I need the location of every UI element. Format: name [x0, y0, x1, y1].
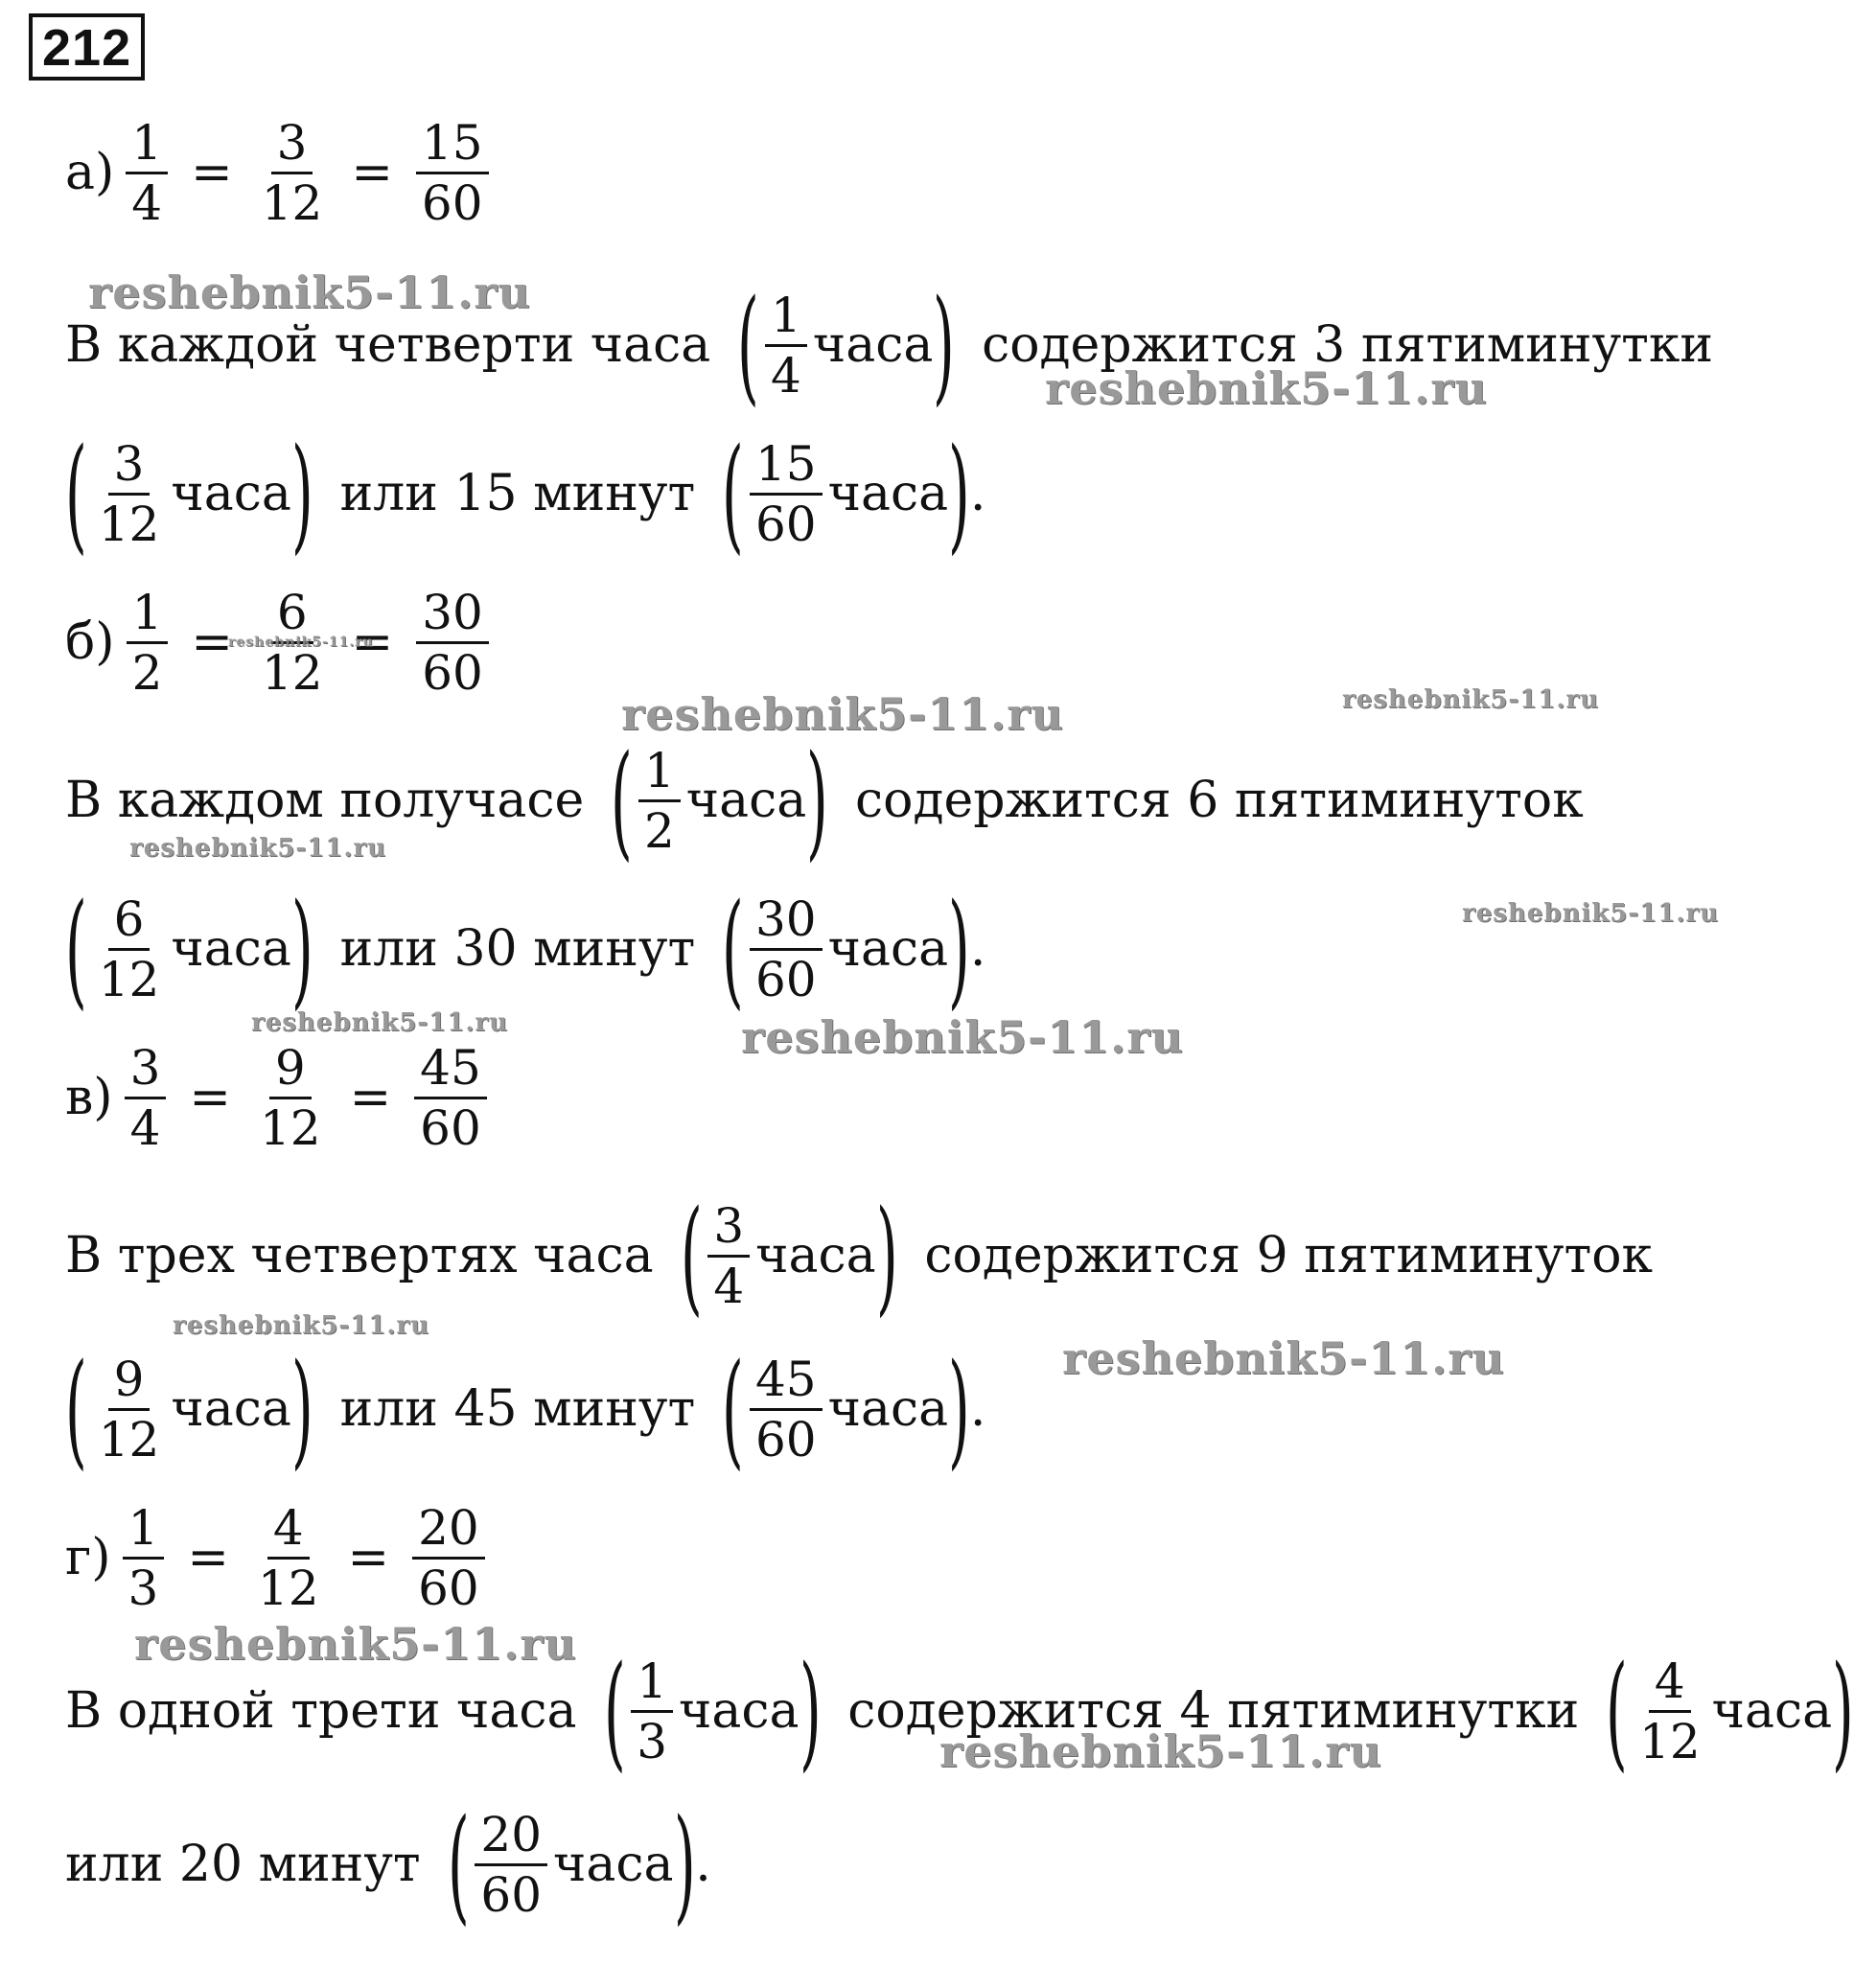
right-paren: ): [806, 728, 829, 873]
right-paren: ): [290, 421, 313, 566]
watermark: reshebnik5-11.ru: [1045, 362, 1488, 414]
equals-sign: =: [351, 613, 394, 671]
equals-sign: =: [349, 1069, 392, 1126]
equals-sign: =: [351, 144, 393, 201]
left-paren: (: [64, 421, 87, 566]
fraction: $\frac{20}{60}$: [475, 1806, 547, 1924]
part-b-sentence-2: ( $\frac{6}{12}$ часа ) или 30 минут ( $\frac{30}{60}$ часа ) .: [64, 876, 986, 1022]
right-paren: ): [673, 1792, 696, 1937]
part-b-label: б): [65, 613, 115, 671]
fraction: $\frac{30}{60}$: [750, 890, 823, 1008]
right-paren: ): [799, 1638, 822, 1784]
right-paren: ): [1832, 1638, 1854, 1784]
part-v-equation: [65, 1040, 493, 1155]
fraction: $\frac{4}{12}$: [1639, 1653, 1701, 1769]
right-paren: ): [875, 1183, 898, 1329]
part-g-sentence-1: В одной трети часа ( $\frac{1}{3}$ часа ) содержится 4 пятиминутки ( $\frac{4}{12}$ часа ): [65, 1638, 1854, 1784]
right-paren: ): [948, 876, 970, 1022]
left-paren: (: [680, 1183, 703, 1329]
fraction: $\frac{9}{12}$: [98, 1351, 160, 1468]
fraction: $\frac{45}{60}$: [750, 1351, 823, 1468]
part-b-sentence-1: В каждом получасе ( $\frac{1}{2}$ часа ) содержится 6 пятиминуток: [65, 728, 1584, 873]
fraction: $\frac{1}{2}$: [638, 742, 681, 860]
right-paren: ): [290, 1336, 313, 1482]
left-paren: (: [611, 728, 634, 873]
part-a-sentence-2: ( $\frac{3}{12}$ часа ) или 15 минут ( $\frac{15}{60}$ часа ) .: [64, 421, 986, 566]
right-paren: ): [933, 272, 956, 418]
left-paren: (: [737, 272, 760, 418]
fraction: $\frac{3}{4}$: [707, 1197, 750, 1315]
fraction: $\frac{20}{60}$: [412, 1499, 485, 1617]
part-a-equation: [65, 115, 495, 230]
part-v-sentence-2: ( $\frac{9}{12}$ часа ) или 45 минут ( $\frac{45}{60}$ часа ) .: [64, 1336, 986, 1482]
watermark: reshebnik5-11.ru: [1062, 1332, 1505, 1384]
fraction: $\frac{1}{3}$: [123, 1499, 165, 1617]
part-g-sentence-2: или 20 минут ( $\frac{20}{60}$ часа ) .: [65, 1792, 711, 1937]
fraction: $\frac{1}{2}$: [127, 584, 169, 702]
watermark: reshebnik5-11.ru: [129, 834, 387, 863]
left-paren: (: [64, 876, 87, 1022]
part-a-label: а): [65, 144, 115, 201]
fraction: $\frac{15}{60}$: [416, 114, 489, 232]
fraction: $\frac{1}{4}$: [126, 114, 168, 232]
left-paren: (: [1606, 1638, 1629, 1784]
left-paren: (: [722, 876, 745, 1022]
fraction: $\frac{45}{60}$: [414, 1039, 487, 1157]
watermark: reshebnik5-11.ru: [741, 1011, 1184, 1063]
part-v-label: в): [65, 1069, 113, 1126]
fraction: $\frac{3}{12}$: [98, 435, 160, 552]
fraction: $\frac{1}{4}$: [765, 287, 807, 405]
part-a-sentence-1: В каждой четверти часа ( $\frac{1}{4}$ часа ) содержится 3 пятиминутки: [65, 272, 1714, 418]
watermark: reshebnik5-11.ru: [88, 266, 531, 318]
watermark: reshebnik5-11.ru: [1462, 899, 1720, 928]
right-paren: ): [948, 1336, 970, 1482]
fraction: $\frac{3}{4}$: [125, 1039, 167, 1157]
equals-sign: =: [187, 1529, 229, 1586]
left-paren: (: [722, 1336, 745, 1482]
watermark: reshebnik5-11.ru: [251, 1008, 509, 1037]
fraction: $\frac{6}{12}$: [98, 890, 160, 1007]
watermark: reshebnik5-11.ru: [939, 1725, 1382, 1777]
left-paren: (: [603, 1638, 626, 1784]
equals-sign: =: [191, 613, 233, 671]
problem-number: 212: [29, 13, 145, 81]
part-g-equation: [65, 1500, 491, 1615]
watermark: reshebnik5-11.ru: [1342, 685, 1600, 714]
fraction: $\frac{6}{12}$: [261, 584, 323, 701]
fraction: $\frac{4}{12}$: [257, 1499, 319, 1616]
part-g-label: г): [65, 1529, 111, 1586]
fraction: $\frac{3}{12}$: [261, 114, 323, 231]
right-paren: ): [948, 421, 970, 566]
watermark: reshebnik5-11.ru: [173, 1311, 430, 1340]
watermark: reshebnik5-11.ru: [134, 1618, 577, 1670]
watermark: reshebnik5-11.ru: [621, 688, 1064, 740]
left-paren: (: [722, 421, 745, 566]
left-paren: (: [64, 1336, 87, 1482]
left-paren: (: [447, 1792, 470, 1937]
fraction: $\frac{15}{60}$: [750, 435, 823, 553]
fraction: $\frac{1}{3}$: [631, 1653, 673, 1770]
watermark: reshebnik5-11.ru: [228, 635, 374, 650]
equals-sign: =: [191, 144, 233, 201]
equals-sign: =: [347, 1529, 390, 1586]
fraction: $\frac{30}{60}$: [416, 584, 489, 702]
equals-sign: =: [189, 1069, 231, 1126]
part-v-sentence-1: В трех четвертях часа ( $\frac{3}{4}$ часа ) содержится 9 пятиминуток: [65, 1183, 1654, 1329]
fraction: $\frac{9}{12}$: [259, 1039, 321, 1156]
right-paren: ): [290, 876, 313, 1022]
